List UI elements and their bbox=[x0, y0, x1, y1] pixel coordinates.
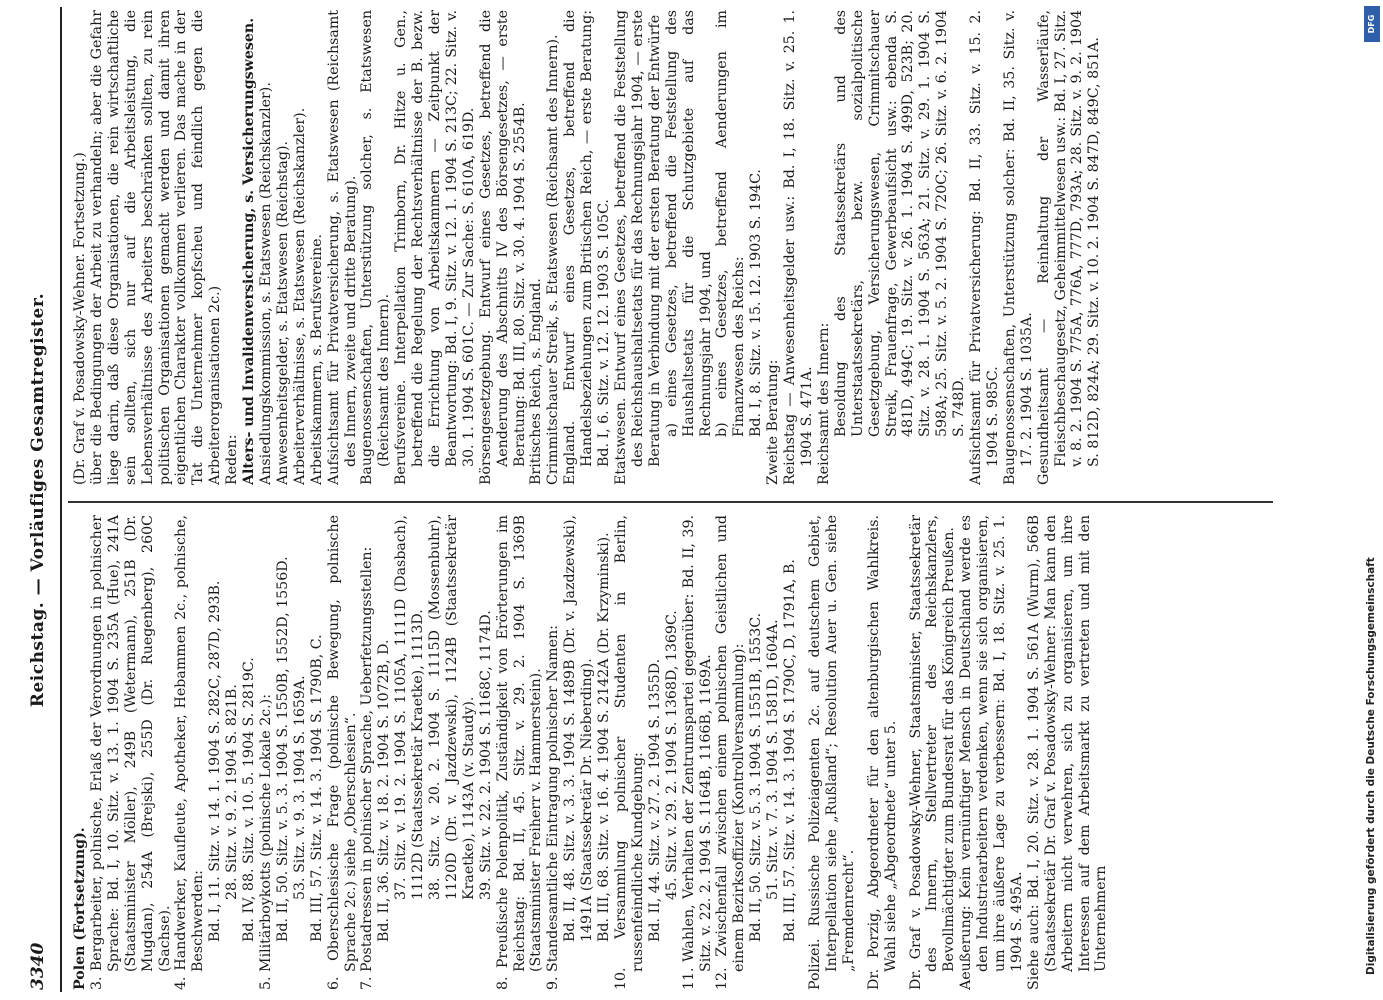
entry-text: 3. Bergarbeiter, polnische, Erlaß der Verordnungen in polnischer Sprache: Bd. I, 10. Sitz. v. 13. 1. 1904 S. 235A (Hue), 241A (Staatsminister Möller), 249B (Wetermann), 251B (Dr. Mugdan), 254A (Brejski), 255D (Dr. Ruegenberg), 260C (Sachse). bbox=[88, 515, 173, 990]
page-header bbox=[0, 0, 60, 1000]
entry-text: b) eines Gesetzes, betreffend Aenderungen im Finanzwesen des Reichs: bbox=[714, 10, 748, 437]
entry-text: 4. Handwerker, Kaufleute, Apotheker, Hebammen 2c., polnische, Beschwerden: bbox=[173, 515, 207, 990]
entry-text: 51. Sitz. v. 7. 3. 1904 S. 1581D, 1604A. bbox=[765, 619, 782, 900]
entry-text: Bd. III, 57. Sitz. v. 14. 3. 1904 S. 1790C, D, 1791A, B. bbox=[782, 559, 799, 942]
entry-text: 38. Sitz. v. 20. 2. 1904 S. 1115D (Mossenbuhr), 1120D (Dr. v. Jazdzewski), 1124B (Staatssekretär Kraetke), 1143A (v. Staudy). bbox=[427, 515, 477, 900]
entry-text: Bd. II, 50. Sitz. v. 5. 3. 1904 S. 1550B, 1552D, 1556D. bbox=[274, 556, 291, 942]
entry-text: Reichsamt des Innern: bbox=[815, 322, 832, 485]
dfg-logo-text: DFG bbox=[1367, 14, 1376, 34]
entry-text: 6. Oberschlesische Frage (polnische Bewegung, polnische Sprache 2c.) siehe „Oberschlesien“. bbox=[325, 515, 359, 990]
entry-text: Bd. II, 36. Sitz. v. 18. 2. 1904 S. 1072B, D. bbox=[376, 639, 393, 942]
entry-text: Arbeitskammern, s. Berufsvereine. bbox=[308, 233, 325, 485]
entry-text: Berufsvereine. Interpellation Trimborn, Dr. Hitze u. Gen., betreffend die Regelung der Rechtsverhältnisse der B. bezw. die Errichtung von Arbeitskammern — Zeitpunkt der Beantwortung: Bd. I, 9. Sitz. v. 12. 1. 1904 S. 213C; 22. Sitz. v. 30. 1. 1904 S. 601C. — Zur Sache: S. 610A, 619D. bbox=[393, 10, 477, 485]
running-title: Reichstag. — Vorläufiges Gesamtregister. bbox=[28, 292, 48, 708]
entry-text: Aeußerung: Kein vernünftiger Mensch in Deutschland werde es den Industriearbeitern verdenken, wenn sie sich organisieren, um ihre äußere Lage zu verbessern: Bd. I, 18. Sitz. v. 25. 1. 1904 S. 495A. bbox=[958, 515, 1025, 990]
entry-text: Bd. II, 48. Sitz. v. 3. 3. 1904 S. 1489B (Dr. v. Jazdzewski), 1491A (Staatssekretär Dr. Nieberding). bbox=[562, 515, 596, 942]
left-column bbox=[72, 515, 1267, 990]
entry-text: Etatswesen. Entwurf eines Gesetzes, betreffend die Feststellung des Reichshaushaltsetats für das Rechnungsjahr 1904, — erste Beratung in Verbindung mit der ersten Beratung der Entwürfe bbox=[613, 10, 663, 485]
entry-text: Baugenossenschaften, Unterstützung solcher, s. Etatswesen (Reichsamt des Innern). bbox=[359, 10, 393, 485]
entry-text: Reichstag — Anwesenheitsgelder usw.: Bd. I, 18. Sitz. v. 25. 1. 1904 S. 471A. bbox=[782, 10, 815, 485]
entry-text: Arbeiterverhältnisse, s. Etatswesen (Reichskanzler). bbox=[291, 107, 308, 485]
page-number: 3340 bbox=[28, 942, 48, 990]
entry-text: Besoldung des Staatssekretärs und des Unterstaatssekretärs, bezw. sozialpolitische Gesetzgebung, Versicherungswesen, Crimmitschauer Streik, Frauenfrage, Gewerbeaufsicht usw.: ebenda S. 481D, 494C; 19. Sitz. v. 26. 1. 1904 S. 499D, 523B; 20. Sitz. v. 28. 1. 1904 S. 563A; 21. Sitz. v. 29. 1. 1904 S. 598A; 25. Sitz. v. 5. 2. 1904 S. 720C; 26. Sitz. v. 6. 2. 1904 S. 748D. bbox=[832, 10, 968, 437]
entry-text: Crimmitschauer Streik, s. Etatswesen (Reichsamt des Innern). bbox=[545, 34, 562, 485]
dfg-logo bbox=[1364, 6, 1380, 42]
column-divider bbox=[68, 502, 1273, 504]
entry-text: 10. Versammlung polnischer Studenten in Berlin, russenfeindliche Kundgebung: bbox=[613, 515, 646, 990]
entry-text: Britisches Reich, s. England. bbox=[528, 278, 545, 485]
entry-text: Bd. I, 11. Sitz. v. 14. 1. 1904 S. 282C, 287D, 293B. bbox=[207, 580, 224, 942]
entry-text: 8. Preußische Polenpolitik, Zuständigkeit von Erörterungen im Reichstag: Bd. II, 45. Sitz. v. 29. 2. 1904 S. 1369B (Staatsminister Freiherr v. Hammerstein). bbox=[494, 515, 545, 990]
entry-text: 45. Sitz. v. 29. 2. 1904 S. 1368D, 1369C. bbox=[663, 610, 680, 900]
entry-text: Bd. III, 68. Sitz. v. 16. 4. 1904 S. 2142A (Dr. Krzyminski). bbox=[596, 532, 613, 942]
entry-text: Bd. II, 50. Sitz. v. 5. 3. 1904 S. 1551B, 1553C. bbox=[748, 612, 765, 942]
entry-text: a) eines Gesetzes, betreffend die Feststellung des Haushaltsetats für die Schutzgebiete auf das Rechnungsjahr 1904, und bbox=[663, 10, 714, 437]
entry-text: 7. Postadressen in polnischer Sprache, Ueberfetzungsstellen: bbox=[359, 546, 376, 990]
entry-text: Baugenossenschaften, Unterstützung solcher: Bd. II, 35. Sitz. v. 17. 2. 1904 S. 1035A. bbox=[1001, 10, 1035, 485]
entry-text: Siehe auch: Bd. I, 20. Sitz. v. 28. 1. 1904 S. 561A (Wurm), 566B (Staatssekretär Dr. Graf v. Posadowsky-Wehner: Man kann den Arbeitern nicht verwehren, sich zu organisieren, um ihre Interessen auf dem Arbeitsmarkt zu vertreten und mit den Unternehmern bbox=[1025, 515, 1110, 990]
entry-text: Bd. III, 57. Sitz. v. 14. 3. 1904 S. 1790B, C. bbox=[308, 634, 325, 942]
entry-text: Bd. II, 44. Sitz. v. 27. 2. 1904 S. 1355D. bbox=[646, 658, 663, 942]
entry-text: Ansiedlungskommission, s. Etatswesen (Reichskanzler). bbox=[257, 82, 274, 485]
entry-text: Anwesenheitsgelder, s. Etatswesen (Reichstag). bbox=[274, 141, 291, 485]
entry-text: Gesundheitsamt — Reinhaltung der Wasserläufe, Fleischbeschaugesetz, Geheimmittelwesen usw.: Bd. I, 27. Sitz. v. 8. 2. 1904 S. 775A, 776A, 777D, 793A; 28. Sitz. v. 9. 2. 1904 S. 812D, 824A; 29. Sitz. v. 10. 2. 1904 S. 847D, 849C, 851A. bbox=[1035, 10, 1103, 485]
entry-text: 9. Standesamtliche Eintragung polnischer Namen: bbox=[545, 625, 562, 990]
entry-text: Zweite Beratung: bbox=[765, 359, 782, 485]
entry-text: 5. Militärboykotts (polnische Lokale 2c.): bbox=[257, 694, 274, 990]
entry-text: Bd. IV, 88. Sitz. v. 10. 5. 1904 S. 2819C. bbox=[241, 657, 258, 942]
header-rule bbox=[60, 7, 62, 992]
entry-text: 53. Sitz. v. 9. 3. 1904 S. 1659A. bbox=[291, 675, 308, 900]
entry-text: Alters- und Invalidenversicherung, s. Versicherungswesen. bbox=[241, 17, 258, 485]
digitization-note bbox=[1352, 15, 1382, 990]
entry-text: Aufsichtsamt für Privatversicherung, s. Etatswesen (Reichsamt des Innern, zweite und dritte Beratung). bbox=[325, 10, 359, 485]
entry-text: 39. Sitz. v. 22. 2. 1904 S. 1168C, 1174D. bbox=[477, 610, 494, 900]
entry-text: Börsengesetzgebung. Entwurf eines Gesetzes, betreffend die Aenderung des Abschnitts IV des Börsengesetzes, — erste Beratung: Bd. III, 80. Sitz. v. 30. 4. 1904 S. 2554B. bbox=[477, 10, 528, 485]
digitization-note-text: Digitalisierung gefördert durch die Deutsche Forschungsgemeinschaft bbox=[1365, 557, 1377, 975]
entry-text: Dr. Graf v. Posadowsky-Wehner, Staatsminister, Staatssekretär des Innern, Stellvertreter des Reichskanzlers, Bevollmächtigter zum Bundesrat für das Königreich Preußen. bbox=[907, 515, 958, 990]
entry-text: 37. Sitz. v. 19. 2. 1904 S. 1105A, 1111D (Dasbach), 1112D (Staatssekretär Kraetke), 1113D. bbox=[393, 515, 427, 900]
continuation-heading: (Dr. Graf v. Posadowsky-Wehner. Fortsetzung.) bbox=[72, 152, 88, 485]
right-column bbox=[72, 10, 1267, 485]
entry-text: Polizei. Russische Polizeiagenten 2c. auf deutschem Gebiet, Interpellation siehe „Rußland“; Resolution Auer u. Gen. siehe „Fremdenrecht“. bbox=[806, 515, 857, 990]
entry-heading: Polen (Fortsetzung). bbox=[72, 827, 88, 990]
entry-text: 12. Zwischenfall zwischen einem polnischen Geistlichen und einem Bezirksoffizier (Kontrollversammlung): bbox=[714, 515, 748, 990]
entry-text: Reden: bbox=[224, 434, 241, 485]
entry-text: Aufsichtsamt für Privatversicherung: Bd. II, 33. Sitz. v. 15. 2. 1904 S. 985C. bbox=[968, 10, 1001, 485]
entry-text: Dr. Porzig, Abgeordneter für den altenburgischen Wahlkreis. Wahl siehe „Abgeordnete“ unter 5. bbox=[865, 515, 899, 990]
entry-text: 11. Wahlen, Verhalten der Zentrumspartei gegenüber: Bd. II, 39. Sitz. v. 22. 2. 1904 S. 1164B, 1166B, 1169A. bbox=[680, 515, 714, 990]
entry-text: Bd. I, 8. Sitz. v. 15. 12. 1903 S. 194C. bbox=[748, 169, 765, 437]
entry-text: 28. Sitz. v. 9. 2. 1904 S. 821B. bbox=[224, 684, 241, 900]
entry-text: über die Bedingungen der Arbeit zu verhandeln; aber die Gefahr liege darin, daß diese Organisationen, die rein wirtschaftliche sein sollten, sich nur auf die Arbeitsleistung, die Lebensverhältnisse des Arbeiters beschränken sollten, zu rein politischen Organisationen gemacht werden und damit ihren eigentlichen Charakter vollkommen verlieren. Das mache in der Tat die Unternehmer kopfscheu und feindlich gegen die Arbeiterorganisationen 2c.) bbox=[88, 10, 224, 485]
entry-text: England. Entwurf eines Gesetzes, betreffend die Handelsbeziehungen zum Britischen Reich, — erste Beratung: Bd. I, 6. Sitz. v. 12. 12. 1903 S. 105C. bbox=[562, 10, 613, 485]
